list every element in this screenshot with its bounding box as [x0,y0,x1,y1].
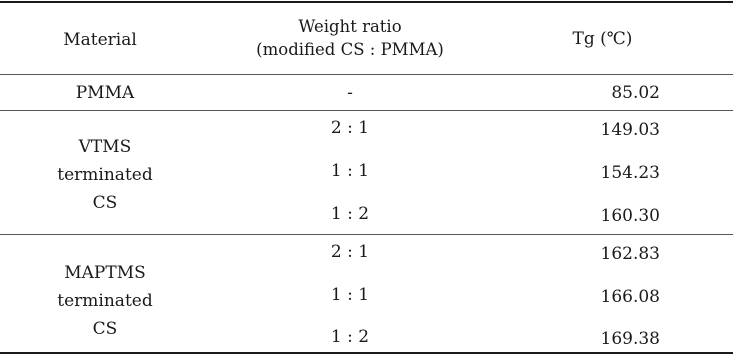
ratio-cell: 1 : 2 [330,327,370,347]
tg-cell: 149.03 [600,120,660,140]
material-cell: MAPTMS [64,263,146,283]
row-rule-2 [0,234,733,235]
ratio-cell: - [347,83,353,103]
header-weight-ratio-line1: Weight ratio [298,17,402,36]
row-rule-1 [0,110,733,111]
tg-cell: 162.83 [600,244,660,264]
material-cell: PMMA [75,83,135,103]
tg-cell: 160.30 [600,206,660,226]
tg-cell: 85.02 [611,83,660,103]
tg-cell: 169.38 [600,329,660,349]
tg-cell: 154.23 [600,163,660,183]
ratio-cell: 1 : 1 [330,285,370,305]
ratio-cell: 2 : 1 [330,242,370,262]
header-tg: Tg (℃) [572,29,633,49]
bottom-rule [0,352,733,354]
material-cell: VTMS [78,137,132,157]
header-weight-ratio-line2: (modified CS : PMMA) [256,40,444,59]
ratio-cell: 2 : 1 [330,118,370,138]
ratio-cell: 1 : 2 [330,204,370,224]
material-cell: terminated [57,291,153,311]
material-cell: CS [92,319,118,339]
header-material: Material [63,30,137,50]
ratio-cell: 1 : 1 [330,161,370,181]
top-rule [0,1,733,3]
header-weight-ratio [215,15,485,61]
material-cell: terminated [57,165,153,185]
tg-cell: 166.08 [600,287,660,307]
material-cell: CS [92,193,118,213]
header-rule [0,74,733,75]
